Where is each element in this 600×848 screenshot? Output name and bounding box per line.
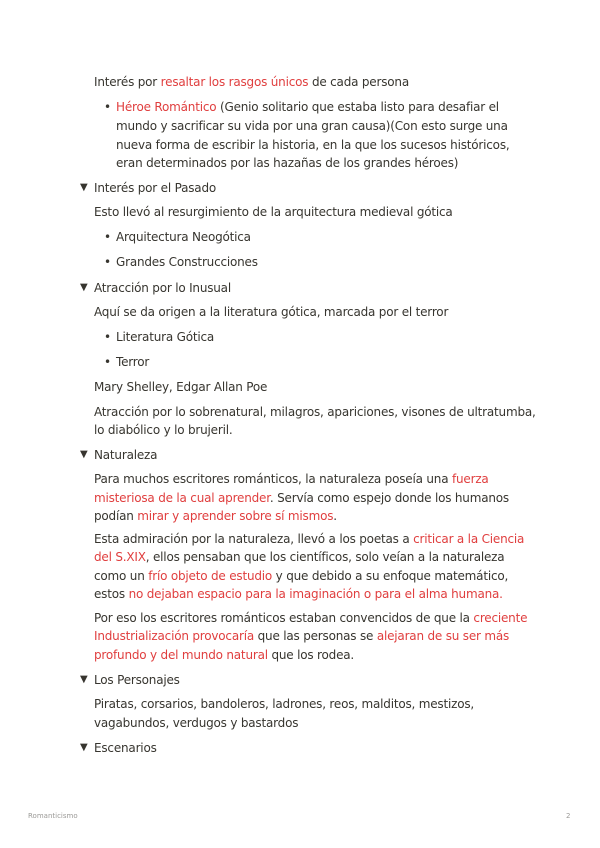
heroe-text-1: (Genio solitario que estaba listo para desafiar el: [216, 100, 499, 114]
text-span: y que debido a su enfoque matemático,: [272, 569, 509, 583]
toggle-inusual-icon[interactable]: ▼: [80, 282, 88, 293]
bullet-dot: •: [104, 255, 111, 269]
heroe-line-3: nueva forma de escribir la historia, en la que los sucesos históricos,: [116, 138, 510, 152]
highlight-span: Industrialización provocaría: [94, 629, 255, 643]
naturaleza-p3-line-1: [94, 609, 527, 627]
list-item: Terror: [116, 355, 150, 369]
heroe-line-2: mundo y sacrificar su vida por una gran causa)(Con esto surge una: [116, 119, 508, 133]
highlight-span: frío objeto de estudio: [148, 569, 273, 583]
highlight-span: profundo y del mundo natural: [94, 648, 268, 662]
highlight-span: criticar a la Ciencia: [413, 532, 525, 546]
atraccion-line-1: Atracción por lo sobrenatural, milagros, apariciones, visones de ultratumba,: [94, 405, 536, 419]
list-item: Grandes Construcciones: [116, 255, 258, 269]
toggle-naturaleza-title[interactable]: Naturaleza: [94, 448, 158, 462]
footer-title: Romanticismo: [28, 812, 78, 820]
personajes-line-2: vagabundos, verdugos y bastardos: [94, 716, 299, 730]
atraccion-line-2: lo diabólico y lo brujeril.: [94, 423, 233, 437]
authors-text: Mary Shelley, Edgar Allan Poe: [94, 380, 268, 394]
text-span: podían: [94, 509, 138, 523]
text-span: como un: [94, 569, 149, 583]
heroe-line-4: eran determinados por las hazañas de los grandes héroes): [116, 156, 459, 170]
highlight-span: alejaran de su ser más: [376, 629, 510, 643]
naturaleza-p1-line-1: [94, 470, 489, 488]
highlight-span: fuerza: [451, 472, 489, 486]
toggle-inusual-title[interactable]: Atracción por lo Inusual: [94, 281, 231, 295]
naturaleza-p2-line-2: [94, 548, 504, 566]
toggle-personajes-icon[interactable]: ▼: [80, 674, 88, 685]
highlight-heroe: Héroe Romántico: [116, 100, 217, 114]
list-item: Arquitectura Neogótica: [116, 230, 251, 244]
intro-text: [94, 73, 409, 91]
heroe-line-1: [116, 98, 499, 116]
text-span: que los rodea.: [267, 648, 355, 662]
bullet-dot: •: [104, 355, 111, 369]
text-span: Esta admiración por la naturaleza, llevó a los poetas a: [94, 532, 414, 546]
bullet-dot: •: [104, 100, 111, 114]
bullet-dot: •: [104, 230, 111, 244]
naturaleza-p3-line-2: [94, 627, 509, 645]
naturaleza-p2-line-4: [94, 585, 503, 603]
intro-text-a: Interés por: [94, 75, 161, 89]
text-span: .: [333, 509, 337, 523]
pasado-text: Esto llevó al resurgimiento de la arquitectura medieval gótica: [94, 205, 453, 219]
toggle-personajes-title[interactable]: Los Personajes: [94, 673, 180, 687]
highlight-span: misteriosa de la cual aprender: [94, 491, 270, 505]
toggle-pasado-icon[interactable]: ▼: [80, 182, 88, 193]
footer-page-number: 2: [566, 812, 571, 820]
toggle-escenarios-title[interactable]: Escenarios: [94, 741, 157, 755]
text-span: . Servía como espejo donde los humanos: [269, 491, 509, 505]
naturaleza-p1-line-3: [94, 507, 337, 525]
bullet-dot: •: [104, 330, 111, 344]
toggle-pasado-title[interactable]: Interés por el Pasado: [94, 181, 217, 195]
text-span: , ellos pensaban que los científicos, solo veían a la naturaleza: [145, 550, 505, 564]
text-span: estos: [94, 587, 129, 601]
text-span: que las personas se: [254, 629, 377, 643]
naturaleza-p2-line-1: [94, 530, 524, 548]
text-span: Para muchos escritores románticos, la naturaleza poseía una: [94, 472, 452, 486]
personajes-line-1: Piratas, corsarios, bandoleros, ladrones, reos, malditos, mestizos,: [94, 697, 475, 711]
highlight-span: del S.XIX: [94, 550, 146, 564]
highlight-rasgos: resaltar los rasgos únicos: [160, 75, 309, 89]
naturaleza-p2-line-3: [94, 567, 508, 585]
inusual-text: Aquí se da origen a la literatura gótica, marcada por el terror: [94, 305, 449, 319]
highlight-span: mirar y aprender sobre sí mismos: [137, 509, 334, 523]
highlight-span: no dejaban espacio para la imaginación o para el alma humana.: [128, 587, 503, 601]
highlight-span: creciente: [473, 611, 528, 625]
naturaleza-p1-line-2: [94, 489, 509, 507]
toggle-escenarios-icon[interactable]: ▼: [80, 742, 88, 753]
text-span: Por eso los escritores románticos estaban convencidos de que la: [94, 611, 474, 625]
toggle-naturaleza-icon[interactable]: ▼: [80, 449, 88, 460]
intro-text-c: de cada persona: [308, 75, 409, 89]
naturaleza-p3-line-3: [94, 646, 354, 664]
list-item: Literatura Gótica: [116, 330, 215, 344]
